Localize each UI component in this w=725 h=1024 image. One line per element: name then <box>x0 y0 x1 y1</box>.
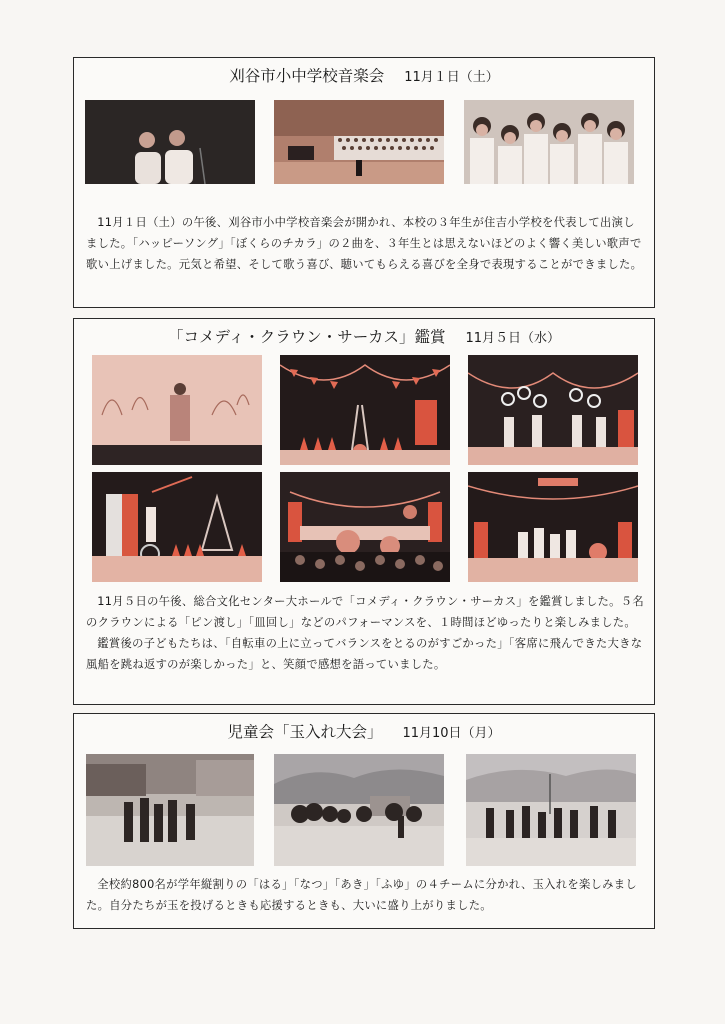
article-paragraph: 鑑賞後の子どもたちは、「自転車の上に立ってバランスをとるのがすごかった」「客席に飛んできた大きな風船を跳ね返すのが楽しかった」と、笑顔で感想を語っていました。 <box>86 637 643 671</box>
section-title: 刈谷市小中学校音楽会 <box>229 67 385 85</box>
balance-act-photo <box>280 355 450 465</box>
concert-section <box>73 57 655 308</box>
playground-teams-photo <box>274 754 444 866</box>
unicycle-photo <box>92 472 262 582</box>
section-date: 11月１日（土） <box>404 70 499 85</box>
section-heading <box>74 325 654 349</box>
circus-section <box>73 318 655 705</box>
section-heading <box>74 64 654 88</box>
ball-toss-section <box>73 713 655 929</box>
juggling-photo <box>468 355 638 465</box>
section-title: 児童会「玉入れ大会」 <box>227 723 383 741</box>
clown-stage-photo <box>92 355 262 465</box>
circus-article-text <box>86 591 644 675</box>
article-paragraph: 全校約800名が学年縦割りの「はる」「なつ」「あき」「ふゆ」の４チームに分かれ、玉入れを楽しみました。自分たちが玉を投げるときも応援するときも、大いに盛り上がりました。 <box>86 878 637 912</box>
children-singing-photo <box>464 100 634 184</box>
finale-photo <box>468 472 638 582</box>
concert-article-text <box>86 212 644 275</box>
section-heading <box>74 720 654 744</box>
section-date: 11月10日（月） <box>402 726 501 741</box>
singers-duet-photo <box>85 100 255 184</box>
schoolyard-photo <box>86 754 254 866</box>
ball-toss-article-text <box>86 874 644 916</box>
section-date: 11月５日（水） <box>465 331 560 346</box>
article-paragraph: 11月５日の午後、総合文化センター大ホールで「コメディ・クラウン・サーカス」を鑑賞しました。５名のクラウンによる「ピン渡し」「皿回し」などのパフォーマンスを、１時間ほどゆったりと楽しみました。 <box>86 595 644 629</box>
balloon-audience-photo <box>280 472 450 582</box>
section-title: 「コメディ・クラウン・サーカス」鑑賞 <box>168 328 446 346</box>
stage-chorus-photo <box>274 100 444 184</box>
article-paragraph: 11月１日（土）の午後、刈谷市小中学校音楽会が開かれ、本校の３年生が住吉小学校を代表して出演しました。「ハッピーソング」「ぼくらのチカラ」の２曲を、３年生とは思えないほどのよく響く美しい歌声で歌い上げました。元気と希望、そして歌う喜び、聴いてもらえる喜びを全身で表現することができました。 <box>86 216 643 271</box>
ball-toss-photo <box>466 754 636 866</box>
